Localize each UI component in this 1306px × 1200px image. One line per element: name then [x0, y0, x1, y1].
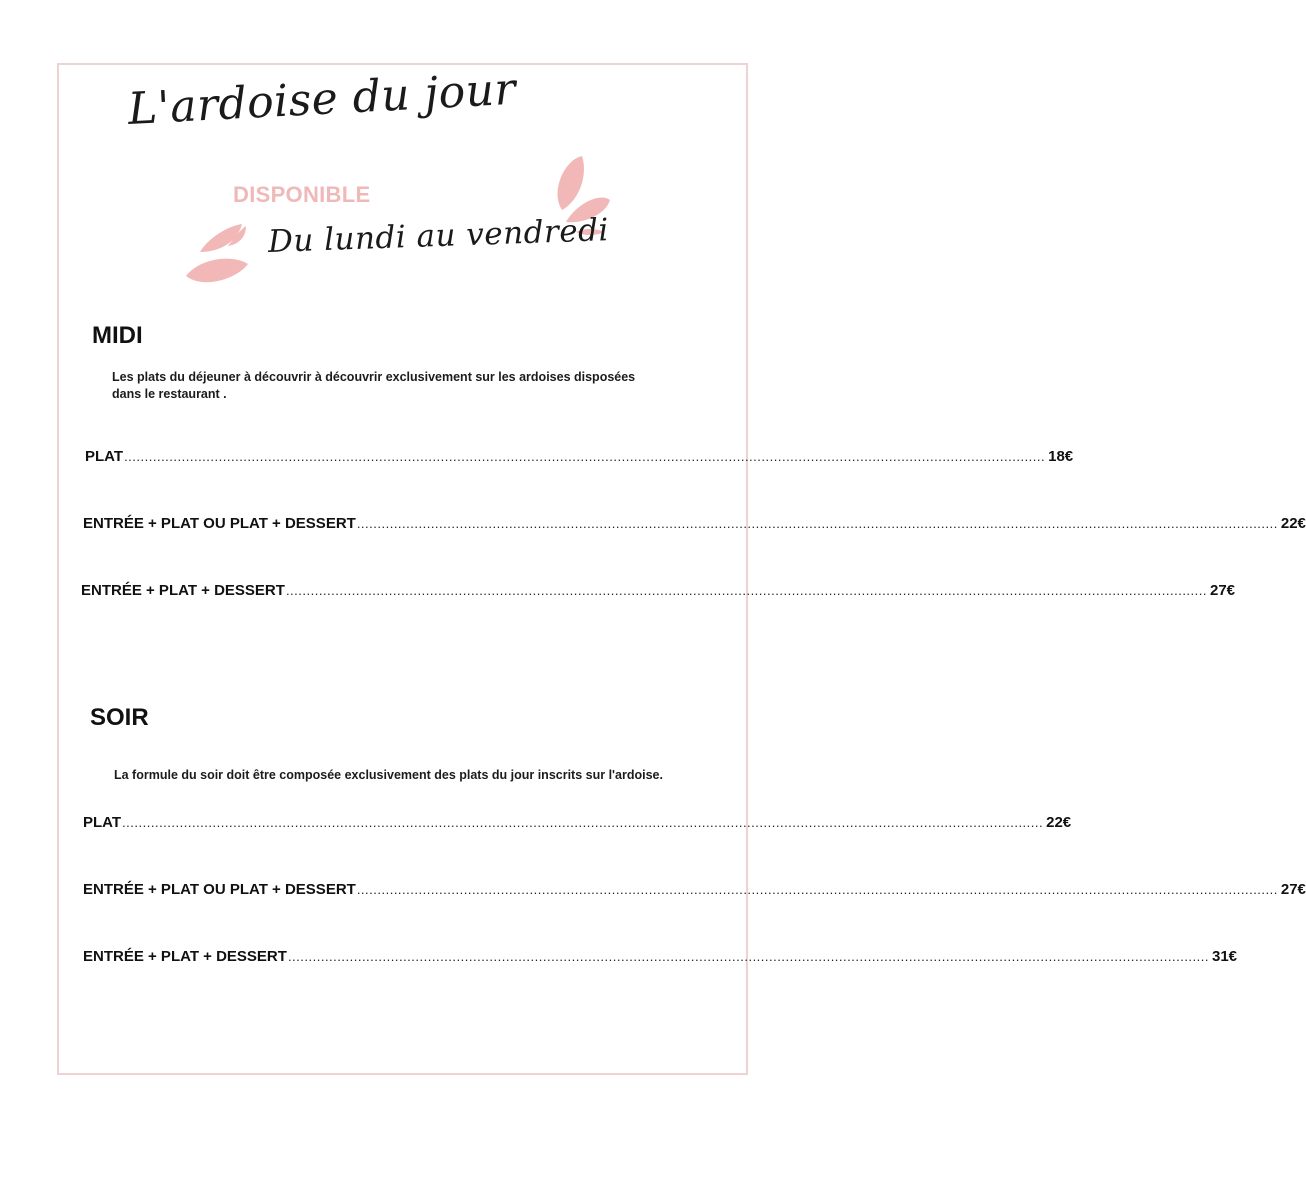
- section-title-midi: MIDI: [92, 322, 143, 349]
- dot-leader: ................................................................................................................................................................................................................................: [122, 815, 1044, 830]
- menu-item: [85, 448, 1074, 465]
- page-title: L'ardoise du jour: [126, 63, 518, 135]
- menu-item-price: 22€: [1280, 515, 1306, 532]
- menu-item: [81, 582, 1236, 599]
- menu-item-label: ENTRÉE + PLAT OU PLAT + DESSERT: [83, 515, 356, 532]
- menu-item-label: ENTRÉE + PLAT + DESSERT: [81, 582, 285, 599]
- availability-badge: DISPONIBLE: [233, 182, 371, 207]
- menu-frame: [57, 63, 748, 1075]
- menu-item: [83, 515, 1306, 532]
- section-description-midi: [112, 369, 712, 403]
- availability-days: Du lundi au vendredi: [267, 212, 610, 260]
- menu-item-price: 18€: [1048, 448, 1074, 465]
- section-description-soir: La formule du soir doit être composée exclusivement des plats du jour inscrits sur l'ardoise.: [114, 768, 663, 782]
- menu-item-label: ENTRÉE + PLAT OU PLAT + DESSERT: [83, 881, 356, 898]
- description-line: dans le restaurant .: [112, 387, 227, 401]
- dot-leader: ................................................................................................................................................................................................................................: [356, 516, 1278, 531]
- dot-leader: ................................................................................................................................................................................................................................: [287, 949, 1209, 964]
- section-title-soir: SOIR: [90, 704, 149, 731]
- menu-item: [83, 881, 1306, 898]
- menu-item-price: 22€: [1046, 814, 1072, 831]
- description-line: Les plats du déjeuner à découvrir à découvrir exclusivement sur les ardoises disposées: [112, 370, 636, 384]
- dot-leader: ................................................................................................................................................................................................................................: [124, 449, 1046, 464]
- splash-left-icon: [178, 218, 258, 298]
- menu-item: [83, 948, 1238, 965]
- menu-item-label: ENTRÉE + PLAT + DESSERT: [83, 948, 287, 965]
- menu-item-label: PLAT: [83, 814, 122, 831]
- dot-leader: ................................................................................................................................................................................................................................: [356, 882, 1278, 897]
- dot-leader: ................................................................................................................................................................................................................................: [285, 583, 1207, 598]
- menu-item-price: 27€: [1280, 881, 1306, 898]
- menu-item-price: 31€: [1211, 948, 1238, 965]
- menu-item-price: 27€: [1209, 582, 1236, 599]
- menu-item: [83, 814, 1072, 831]
- menu-item-label: PLAT: [85, 448, 124, 465]
